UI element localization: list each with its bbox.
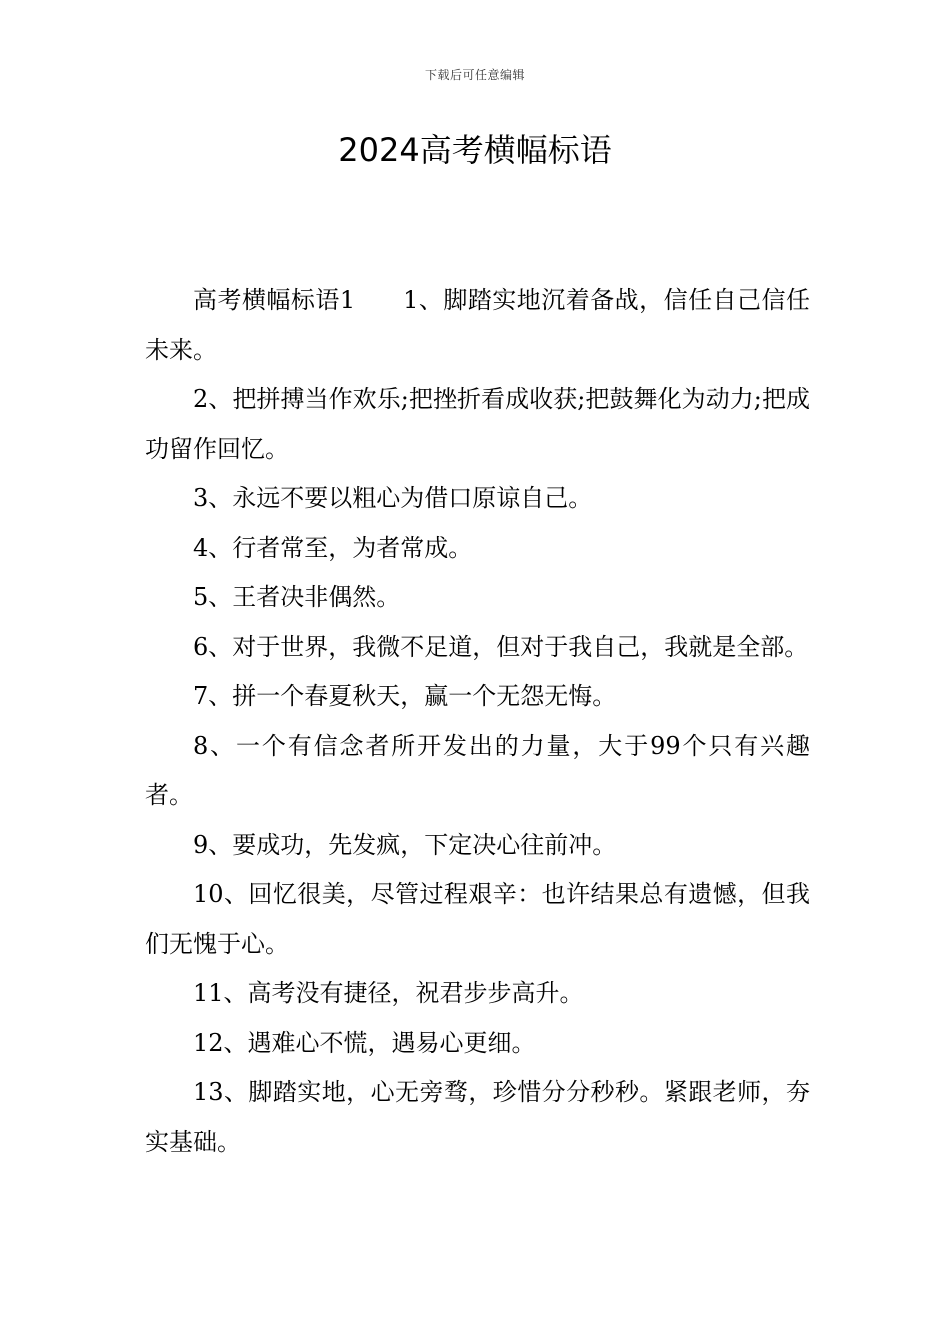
document-title: 2024高考横幅标语 [338,131,612,169]
paragraph [145,276,810,375]
paragraph: 3、永远不要以粗心为借口原谅自己。 [193,484,593,512]
section-heading: 高考横幅标语1 [193,286,356,314]
paragraph: 5、王者决非偶然。 [193,583,401,611]
paragraph: 7、拼一个春夏秋天，赢一个无怨无悔。 [193,682,617,710]
paragraph: 8、一个有信念者所开发出的力量，大于99个只有兴趣者。 [145,731,810,809]
header-note: 下载后可任意编辑 [424,68,525,82]
paragraph: 13、脚踏实地，心无旁骛，珍惜分分秒秒。紧跟老师，夯实基础。 [145,1078,810,1156]
paragraph: 6、对于世界，我微不足道，但对于我自己，我就是全部。 [193,632,809,661]
paragraph: 12、遇难心不慌，遇易心更细。 [193,1028,536,1057]
paragraph-text: 1、脚踏实地沉着备战，信任自己信任未来。 [145,286,810,364]
paragraph: 9、要成功，先发疯，下定决心往前冲。 [193,830,617,859]
paragraph: 2、把拼搏当作欢乐;把挫折看成收获;把鼓舞化为动力;把成功留作回忆。 [145,385,810,463]
document-body [145,276,810,1167]
paragraph: 11、高考没有捷径，祝君步步高升。 [193,979,584,1007]
paragraph: 4、行者常至，为者常成。 [193,533,473,562]
paragraph: 10、回忆很美，尽管过程艰辛：也许结果总有遗憾，但我们无愧于心。 [145,880,810,958]
